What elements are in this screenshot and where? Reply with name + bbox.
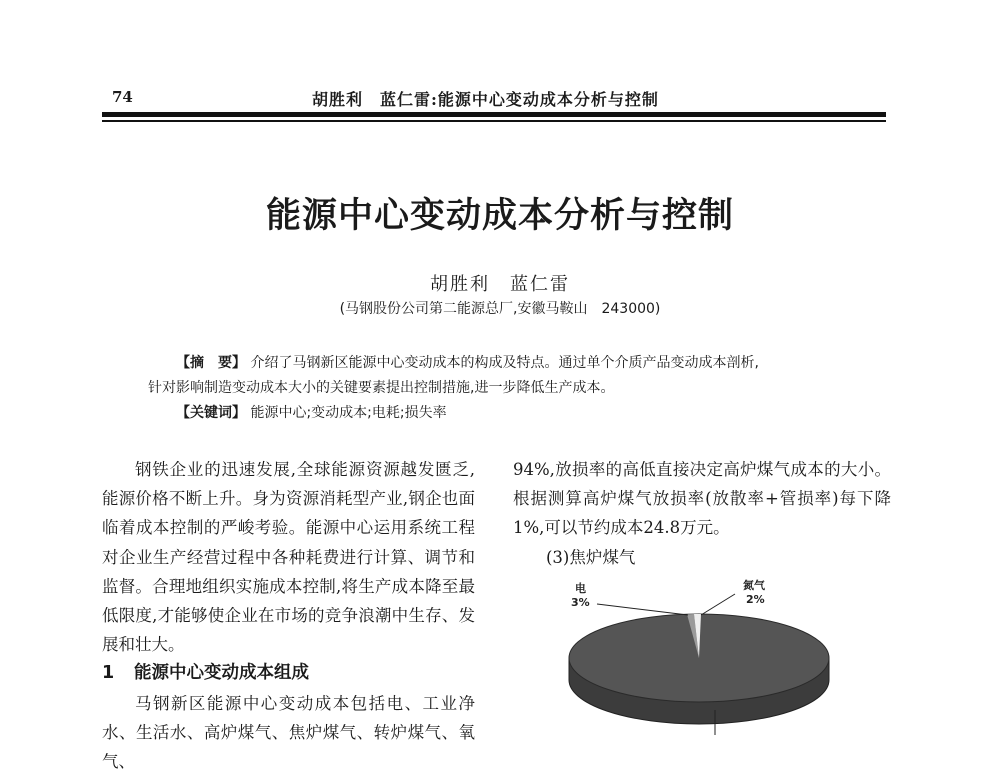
section-1-number: 1 (102, 663, 115, 684)
paper-title: 能源中心变动成本分析与控制 (265, 195, 734, 236)
running-header: 胡胜利 蓝仁雷:能源中心变动成本分析与控制 (312, 90, 659, 109)
intro-paragraph: 钢铁企业的迅速发展,全球能源资源越发匮乏,能源价格不断上升。身为资源消耗型产业,钢企也面临着成本控制的严峻考验。能源中心运用系统工程对企业生产经营过程中各种耗费进行计算、调节和监督。合理地组织实施成本控制,将生产成本降至最低限度,才能够使企业在市场的竞争浪潮中生存、发展和壮大。 (102, 460, 475, 655)
section-1-title: 能源中心变动成本组成 (134, 663, 309, 684)
leader-line-electricity (597, 604, 688, 615)
leader-line-nitrogen (701, 594, 735, 615)
keywords-text: 能源中心;变动成本;电耗;损失率 (250, 405, 447, 421)
paper-affiliation: (马钢股份公司第二能源总厂,安徽马鞍山 243000) (339, 301, 661, 317)
label-nitrogen: 氮气 (743, 579, 765, 592)
abstract-line-1 (176, 352, 759, 372)
pie-chart (555, 578, 855, 735)
right-paragraph: 94%,放损率的高低直接决定高炉煤气成本的大小。根据测算高炉煤气放损率(放散率+管损率)每下降1%,可以节约成本24.8万元。 (513, 460, 891, 538)
header-rule-thick (102, 112, 886, 117)
abstract-text-1: 介绍了马钢新区能源中心变动成本的构成及特点。通过单个介质产品变动成本剖析, (250, 355, 759, 371)
abstract-label: 【摘 要】 (176, 355, 246, 371)
keywords-label: 【关键词】 (176, 405, 246, 421)
section-1-paragraph: 马钢新区能源中心变动成本包括电、工业净水、生活水、高炉煤气、焦炉煤气、转炉煤气、氧气、 (102, 693, 475, 772)
page-number: 74 (112, 88, 133, 106)
paper-authors: 胡胜利 蓝仁雷 (430, 274, 570, 295)
right-column (513, 455, 891, 572)
header-rule-thin (102, 120, 886, 122)
keywords-line (176, 402, 447, 422)
label-electricity: 电 (575, 582, 586, 595)
label-electricity-percent: 3% (571, 596, 590, 609)
subsection-heading: (3)焦炉煤气 (546, 547, 636, 567)
label-nitrogen-percent: 2% (746, 593, 765, 606)
abstract-line-2: 针对影响制造变动成本大小的关键要素提出控制措施,进一步降低生产成本。 (148, 380, 615, 396)
section-1-heading (102, 659, 475, 688)
left-column (102, 455, 475, 776)
